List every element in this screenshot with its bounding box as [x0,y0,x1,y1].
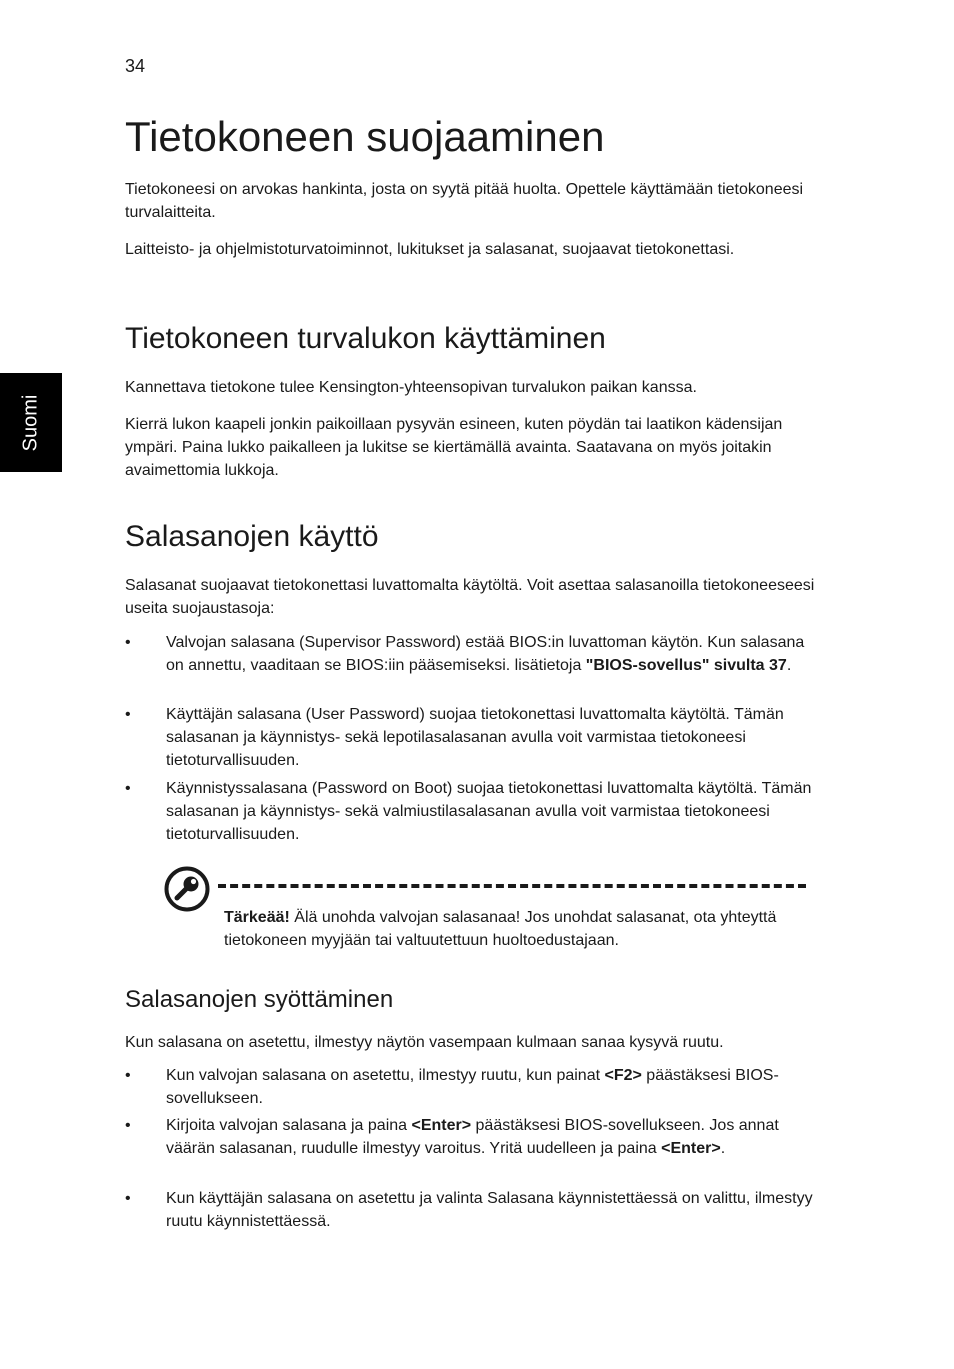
page-title: Tietokoneen suojaaminen [125,113,605,160]
key-label: <Enter> [661,1140,721,1157]
entering-intro: Kun salasana on asetettu, ilmestyy näytön vasempaan kulmaan sanaa kysyvä ruutu. [125,1034,724,1051]
bullet-marker: • [125,1190,131,1207]
bullet-marker: • [125,780,131,797]
bullet-marker: • [125,706,131,723]
section-heading-passwords: Salasanojen käyttö [125,520,379,553]
section-heading-lock: Tietokoneen turvalukon käyttäminen [125,322,606,355]
page-number: 34 [125,56,146,76]
list-item: Käynnistyssalasana (Password on Boot) suojaa tietokonettasi luvattomalta käytöltä. Tämän salasanan ja käynnistys- sekä valmiustilasalasanan avulla voit varmistaa tietokoneesi tietoturvallisuuden. [166,780,812,843]
bullet-marker: • [125,634,131,651]
key-label: <Enter> [411,1117,472,1134]
lock-paragraph-2: Kierrä lukon kaapeli jonkin paikoillaan pysyvän esineen, kuten pöydän tai laatikon kädensijan ympäri. Paina lukko paikalleen ja lukitse se kiertämällä avainta. Saatavana on myös joitakin avaimettomia lukkoja. [125,416,783,479]
lock-paragraph-1: Kannettava tietokone tulee Kensington-yhteensopivan turvalukon paikan kanssa. [125,379,697,396]
key-label: <F2> [604,1067,642,1084]
note-label: Tärkeää! [224,909,290,926]
bullet-marker: • [125,1067,131,1084]
list-item: Käyttäjän salasana (User Password) suojaa tietokonettasi luvattomalta käytöltä. Tämän salasanan ja käynnistys- sekä lepotilasalasanan avulla voit varmistaa tietokoneesi tietoturvallisuuden. [166,706,784,769]
cross-reference: "BIOS-sovellus" sivulta 37 [585,657,787,674]
list-item: Kun käyttäjän salasana on asetettu ja valinta Salasana käynnistettäessä on valittu, ilmestyy ruutu käynnistettäessä. [166,1190,813,1230]
list-item: Kirjoita valvojan salasana ja paina <Enter> päästäksesi BIOS-sovellukseen. Jos annat väärän salasanan, ruudulle ilmestyy varoitus. Yritä uudelleen ja paina <Enter>. [166,1117,779,1157]
section-heading-entering: Salasanojen syöttäminen [125,986,394,1013]
intro-paragraph-2: Laitteisto- ja ohjelmistoturvatoiminnot, lukitukset ja salasanat, suojaavat tietokonettasi. [125,241,735,258]
note-divider [218,884,806,888]
list-item: Valvojan salasana (Supervisor Password) estää BIOS:in luvattoman käytön. Kun salasana on annettu, vaaditaan se BIOS:iin pääsemiseksi. lisätietoja "BIOS-sovellus" sivulta 37. [166,634,805,674]
note-text: Tärkeää! Älä unohda valvojan salasanaa! Jos unohdat salasanat, ota yhteyttä tietokoneen myyjään tai valtuutettuun huoltoedustajaan. [224,909,777,949]
bullet-marker: • [125,1117,131,1134]
language-tab-label: Suomi [19,394,42,451]
language-tab [0,373,62,472]
intro-paragraph-1: Tietokoneesi on arvokas hankinta, josta on syytä pitää huolta. Opettele käyttämään tietokoneesi turvalaitteita. [125,181,804,221]
list-item: Kun valvojan salasana on asetettu, ilmestyy ruutu, kun painat <F2> päästäksesi BIOS-sovellukseen. [166,1067,779,1107]
passwords-intro: Salasanat suojaavat tietokonettasi luvattomalta käytöltä. Voit asettaa salasanoilla tietokoneeseesi useita suojaustasoja: [125,577,815,617]
important-icon [164,866,210,912]
